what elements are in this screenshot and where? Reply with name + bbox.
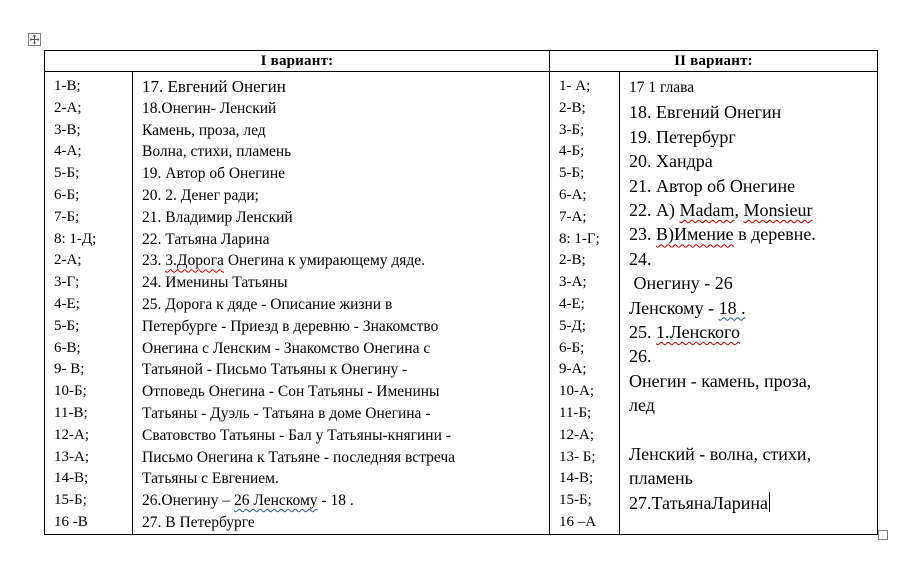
answer-line bbox=[629, 222, 877, 246]
key-line: 5-Б; bbox=[54, 317, 80, 334]
grammar-check-phrase[interactable]: 26 Ленскому bbox=[233, 492, 318, 510]
answer-text: в деревне. bbox=[733, 224, 816, 245]
answer-line: 22. Татьяна Ларина bbox=[142, 230, 270, 248]
spellcheck-word[interactable]: 3.Дорога bbox=[165, 252, 224, 270]
key-line: 2-А; bbox=[54, 252, 82, 269]
answer-text: - 18 . bbox=[317, 492, 354, 510]
key-line: 5-Б; bbox=[54, 165, 80, 182]
key-line: 15-Б; bbox=[559, 492, 592, 509]
key-line: 11-В; bbox=[54, 404, 88, 421]
variant2-answers-cell[interactable] bbox=[620, 72, 878, 535]
answer-line bbox=[629, 320, 877, 344]
key-line: 1-В; bbox=[54, 78, 81, 94]
answer-line: Онегину - 26 bbox=[629, 273, 733, 294]
answer-line: 27. В Петербурге bbox=[142, 513, 255, 531]
variant1-keys bbox=[45, 72, 132, 534]
key-line: 6-А; bbox=[559, 186, 587, 203]
key-line: 2-А; bbox=[54, 99, 82, 116]
key-line: 1- А; bbox=[559, 78, 591, 94]
answers-table[interactable] bbox=[44, 50, 878, 535]
answer-line: Петербурге - Приезд в деревню - Знакомство bbox=[142, 317, 439, 335]
variant1-answers-cell[interactable] bbox=[133, 72, 550, 535]
spellcheck-word[interactable]: Madam bbox=[679, 200, 735, 221]
answer-line: 17. Евгений Онегин bbox=[142, 77, 286, 96]
answer-text: 22. А) bbox=[629, 200, 680, 221]
answer-text: Онегина к умирающему дяде. bbox=[223, 252, 426, 270]
answer-line: 20. 2. Денег ради; bbox=[142, 186, 259, 204]
key-line: 8: 1-Г; bbox=[559, 230, 600, 247]
answer-text: 26.Онегину – bbox=[142, 492, 234, 510]
answer-line: Ленский - волна, стихи, bbox=[629, 444, 812, 465]
text-cursor bbox=[769, 492, 770, 512]
answer-line: 20. Хандра bbox=[629, 151, 713, 172]
key-line: 15-Б; bbox=[54, 492, 87, 509]
answer-line: пламень bbox=[629, 468, 693, 489]
key-line: 16 –А bbox=[559, 513, 597, 530]
answer-text: Ленскому - bbox=[629, 297, 719, 318]
key-line: 11-Б; bbox=[559, 404, 592, 421]
spellcheck-word[interactable]: В)Имение bbox=[656, 224, 734, 245]
answer-line: 24. bbox=[629, 248, 652, 269]
key-line: 2-В; bbox=[559, 252, 586, 269]
answer-line: 19. Петербург bbox=[629, 126, 736, 147]
answer-line: Сватовство Татьяны - Бал у Татьяны-княгини - bbox=[142, 426, 451, 444]
key-line: 8: 1-Д; bbox=[54, 230, 97, 247]
answer-line: 18. Евгений Онегин bbox=[629, 102, 782, 123]
key-line: 6-Б; bbox=[54, 186, 80, 203]
key-line: 5-Б; bbox=[559, 165, 585, 182]
key-line: 3-А; bbox=[559, 274, 587, 291]
answer-line bbox=[629, 198, 877, 222]
answer-line: Волна, стихи, пламень bbox=[142, 143, 292, 161]
key-line: 16 -В bbox=[54, 513, 88, 530]
variant2-keys bbox=[550, 72, 619, 534]
key-line: 12-А; bbox=[559, 426, 594, 443]
variant1-answers bbox=[133, 72, 549, 534]
key-line: 14-В; bbox=[54, 470, 89, 487]
table-resize-handle[interactable] bbox=[878, 530, 888, 540]
answer-line: 24. Именины Татьяны bbox=[142, 274, 288, 292]
answer-text: 23. bbox=[629, 224, 656, 245]
answer-line: 25. Дорога к дяде - Описание жизни в bbox=[142, 295, 393, 313]
answer-line: 19. Автор об Онегине bbox=[142, 165, 286, 183]
header-row bbox=[45, 51, 878, 72]
answer-text: 25. bbox=[629, 322, 656, 343]
key-line: 6-Б; bbox=[559, 339, 585, 356]
move-arrows-icon bbox=[29, 34, 40, 45]
key-line: 6-В; bbox=[54, 339, 81, 356]
answer-line: 18.Онегин- Ленский bbox=[142, 99, 277, 117]
key-line: 10-А; bbox=[559, 383, 594, 400]
variant2-keys-cell[interactable] bbox=[550, 72, 620, 535]
answer-text: 23. bbox=[142, 252, 166, 270]
variant2-header[interactable]: II вариант: bbox=[550, 51, 878, 72]
answer-line: лед bbox=[629, 395, 655, 416]
key-line: 4-А; bbox=[54, 143, 82, 160]
answer-line: Онегин - камень, проза, bbox=[629, 370, 812, 391]
key-line: 2-В; bbox=[559, 99, 586, 116]
key-line: 13- Б; bbox=[559, 448, 596, 465]
key-line: 14-В; bbox=[559, 470, 594, 487]
key-line: 3-Б; bbox=[559, 121, 585, 138]
grammar-check-phrase[interactable]: 18 . bbox=[718, 297, 746, 318]
table-move-handle[interactable] bbox=[28, 33, 41, 46]
answer-line: Письмо Онегина к Татьяне - последняя встреча bbox=[142, 448, 455, 466]
answer-line: Татьяны с Евгением. bbox=[142, 470, 279, 488]
answer-line: Отповедь Онегина - Сон Татьяны - Именины bbox=[142, 383, 440, 401]
key-line: 4-Б; bbox=[559, 143, 585, 160]
answer-text: , bbox=[734, 200, 744, 221]
spellcheck-word[interactable]: Monsieur bbox=[743, 200, 813, 221]
answer-line: 21. Владимир Ленский bbox=[142, 208, 293, 226]
variant1-keys-cell[interactable] bbox=[45, 72, 133, 535]
key-line: 4-Е; bbox=[559, 295, 585, 312]
answer-line: Камень, проза, лед bbox=[142, 121, 266, 139]
answer-line bbox=[142, 250, 549, 272]
answer-line: Татьяны - Дуэль - Татьяна в доме Онегина - bbox=[142, 404, 431, 422]
answer-line: Татьяной - Письмо Татьяны к Онегину - bbox=[142, 361, 408, 379]
key-line: 12-А; bbox=[54, 426, 89, 443]
answer-line bbox=[629, 296, 877, 320]
variant2-answers bbox=[620, 72, 877, 515]
answer-line: Онегина с Ленским - Знакомство Онегина с bbox=[142, 339, 431, 357]
key-line: 13-А; bbox=[54, 448, 89, 465]
content-row bbox=[45, 72, 878, 535]
key-line: 7-А; bbox=[559, 208, 587, 225]
blank-line bbox=[629, 418, 877, 442]
variant1-header[interactable]: I вариант: bbox=[45, 51, 550, 72]
answer-line: 21. Автор об Онегине bbox=[629, 175, 796, 196]
key-line: 5-Д; bbox=[559, 317, 586, 334]
answer-line: 26. bbox=[629, 346, 652, 367]
answer-line bbox=[629, 491, 877, 515]
key-line: 9-А; bbox=[559, 361, 587, 378]
key-line: 7-Б; bbox=[54, 208, 80, 225]
key-line: 10-Б; bbox=[54, 383, 87, 400]
key-line: 3-Г; bbox=[54, 274, 80, 291]
key-line: 9- В; bbox=[54, 361, 85, 378]
key-line: 3-В; bbox=[54, 121, 81, 138]
answer-line: 17 1 глава bbox=[629, 79, 695, 96]
answer-line bbox=[142, 490, 549, 512]
answer-text: 27.ТатьянаЛарина bbox=[629, 492, 768, 513]
key-line: 4-Е; bbox=[54, 295, 80, 312]
spellcheck-word[interactable]: 1.Ленского bbox=[656, 322, 740, 343]
